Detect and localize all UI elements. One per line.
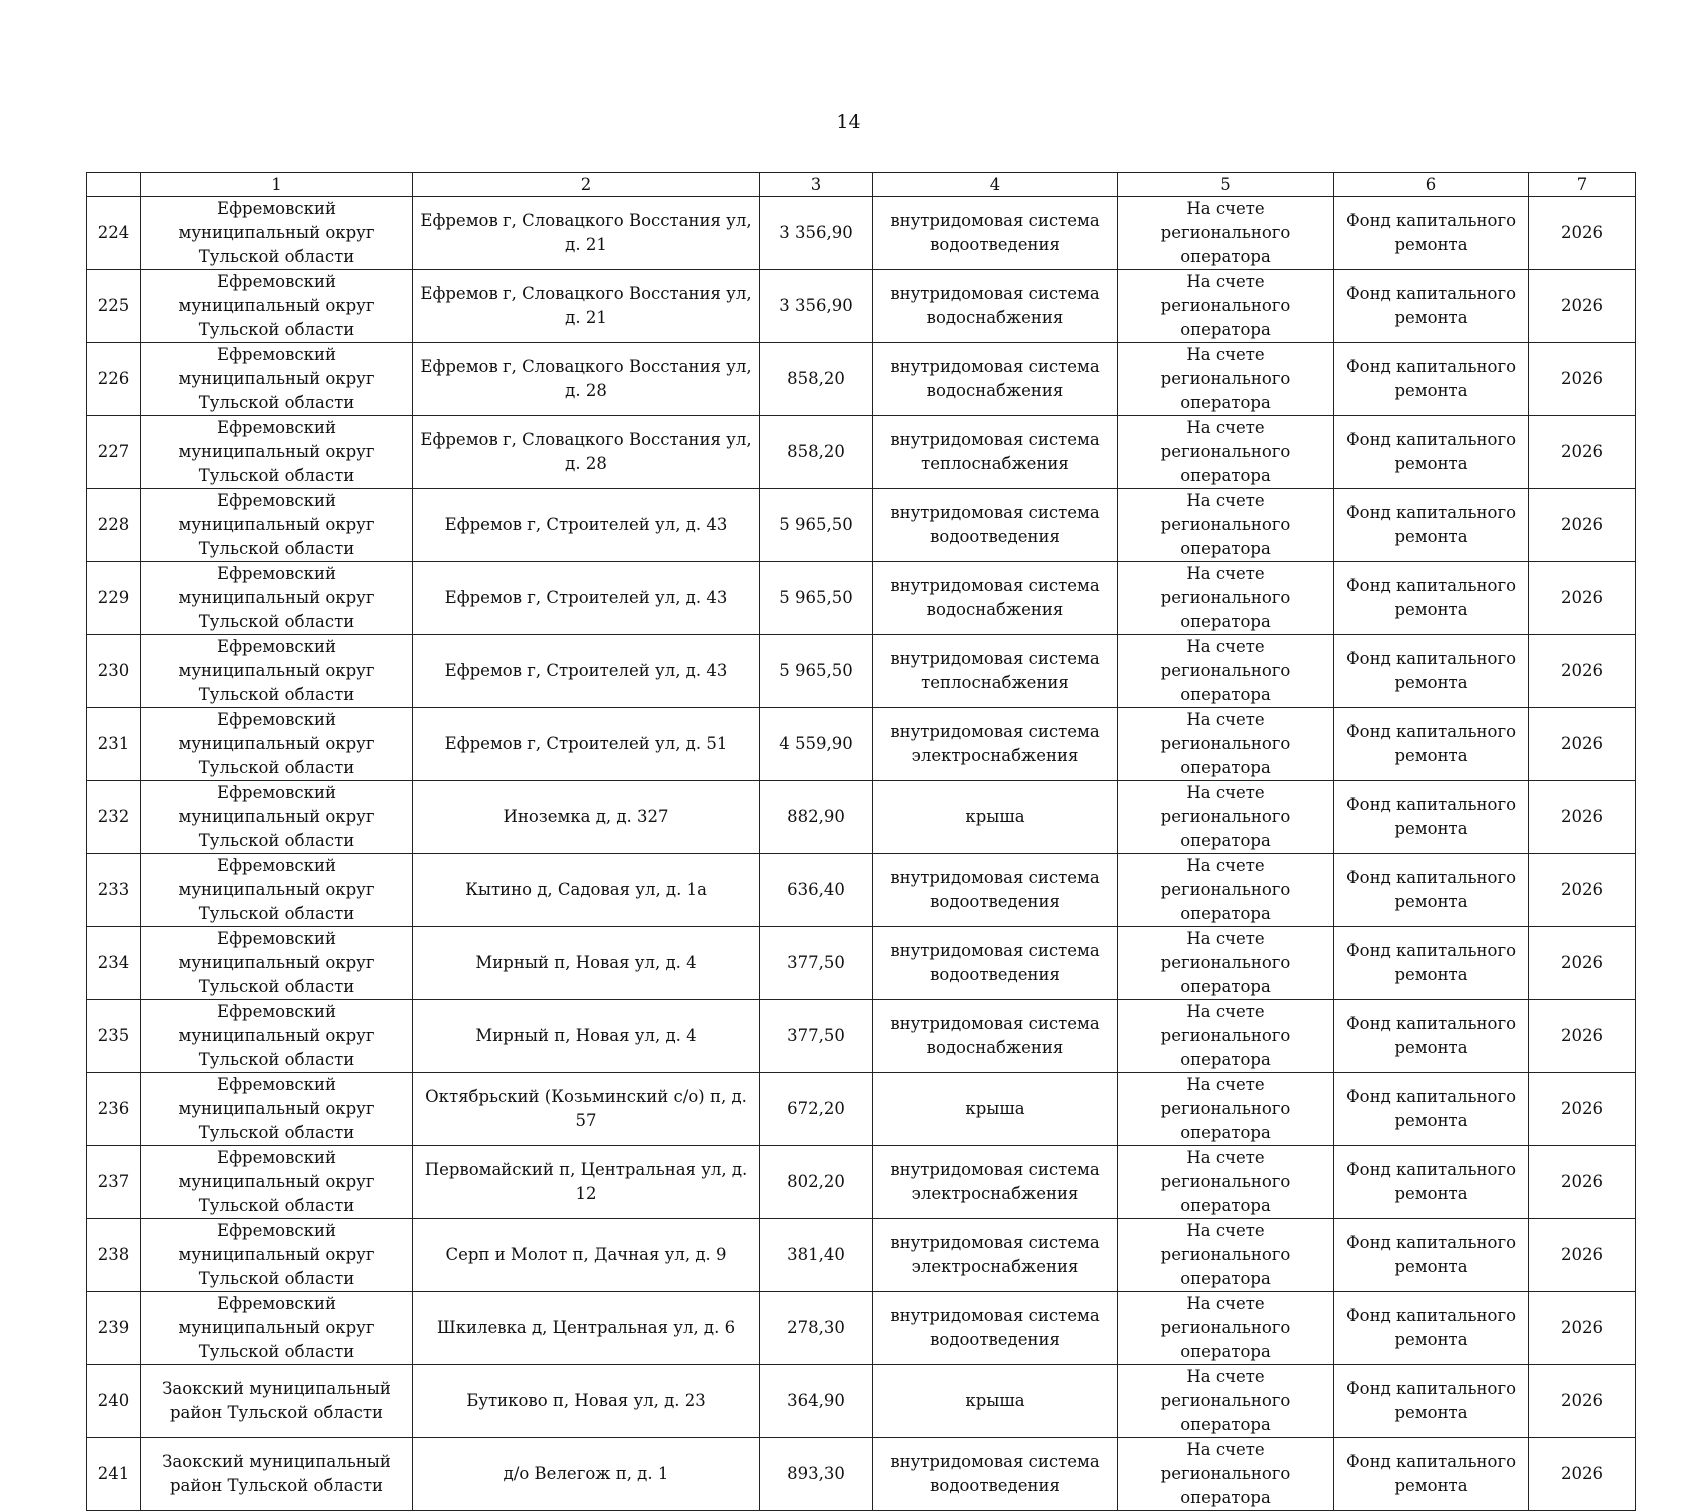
work-type-cell: внутридомовая система водоотведения (873, 197, 1118, 270)
address-cell: Ефремов г, Словацкого Восстания ул, д. 28 (413, 416, 760, 489)
work-type-cell: внутридомовая система водоотведения (873, 489, 1118, 562)
address-cell: Ефремов г, Словацкого Восстания ул, д. 21 (413, 270, 760, 343)
row-number-cell: 236 (87, 1073, 141, 1146)
address-cell: Ефремов г, Строителей ул, д. 51 (413, 708, 760, 781)
area-cell: 672,20 (760, 1073, 873, 1146)
work-type-cell: внутридомовая система водоотведения (873, 927, 1118, 1000)
address-cell: Бутиково п, Новая ул, д. 23 (413, 1365, 760, 1438)
header-cell: 2 (413, 173, 760, 197)
area-cell: 5 965,50 (760, 489, 873, 562)
table-row (87, 416, 1636, 489)
table-row (87, 781, 1636, 854)
address-cell: Ефремов г, Строителей ул, д. 43 (413, 635, 760, 708)
account-cell: На счете регионального оператора (1118, 635, 1334, 708)
account-cell: На счете регионального оператора (1118, 1365, 1334, 1438)
work-type-cell: крыша (873, 1365, 1118, 1438)
area-cell: 5 965,50 (760, 562, 873, 635)
header-cell (87, 173, 141, 197)
account-cell: На счете регионального оператора (1118, 1219, 1334, 1292)
capital-repair-table (86, 172, 1636, 1511)
funding-source-cell: Фонд капитального ремонта (1334, 927, 1529, 1000)
table-row (87, 343, 1636, 416)
row-number-cell: 231 (87, 708, 141, 781)
year-cell: 2026 (1529, 854, 1636, 927)
district-cell: Ефремовский муниципальный округ Тульской области (141, 781, 413, 854)
address-cell: Мирный п, Новая ул, д. 4 (413, 1000, 760, 1073)
funding-source-cell: Фонд капитального ремонта (1334, 197, 1529, 270)
year-cell: 2026 (1529, 1219, 1636, 1292)
account-cell: На счете регионального оператора (1118, 1000, 1334, 1073)
year-cell: 2026 (1529, 1365, 1636, 1438)
area-cell: 882,90 (760, 781, 873, 854)
work-type-cell: внутридомовая система водоотведения (873, 1292, 1118, 1365)
account-cell: На счете регионального оператора (1118, 1073, 1334, 1146)
header-cell: 3 (760, 173, 873, 197)
funding-source-cell: Фонд капитального ремонта (1334, 708, 1529, 781)
address-cell: Ефремов г, Словацкого Восстания ул, д. 28 (413, 343, 760, 416)
address-cell: Ефремов г, Словацкого Восстания ул, д. 21 (413, 197, 760, 270)
address-cell: Шкилевка д, Центральная ул, д. 6 (413, 1292, 760, 1365)
district-cell: Заокский муниципальный район Тульской области (141, 1438, 413, 1511)
row-number-cell: 229 (87, 562, 141, 635)
year-cell: 2026 (1529, 270, 1636, 343)
funding-source-cell: Фонд капитального ремонта (1334, 635, 1529, 708)
row-number-cell: 239 (87, 1292, 141, 1365)
address-cell: Мирный п, Новая ул, д. 4 (413, 927, 760, 1000)
district-cell: Ефремовский муниципальный округ Тульской области (141, 416, 413, 489)
work-type-cell: внутридомовая система водоотведения (873, 854, 1118, 927)
work-type-cell: крыша (873, 781, 1118, 854)
area-cell: 893,30 (760, 1438, 873, 1511)
funding-source-cell: Фонд капитального ремонта (1334, 270, 1529, 343)
area-cell: 858,20 (760, 343, 873, 416)
work-type-cell: внутридомовая система водоснабжения (873, 1000, 1118, 1073)
district-cell: Ефремовский муниципальный округ Тульской области (141, 1073, 413, 1146)
account-cell: На счете регионального оператора (1118, 197, 1334, 270)
row-number-cell: 238 (87, 1219, 141, 1292)
funding-source-cell: Фонд капитального ремонта (1334, 1365, 1529, 1438)
work-type-cell: внутридомовая система электроснабжения (873, 1146, 1118, 1219)
account-cell: На счете регионального оператора (1118, 489, 1334, 562)
work-type-cell: внутридомовая система водоотведения (873, 1438, 1118, 1511)
work-type-cell: внутридомовая система водоснабжения (873, 562, 1118, 635)
table-row (87, 708, 1636, 781)
year-cell: 2026 (1529, 927, 1636, 1000)
funding-source-cell: Фонд капитального ремонта (1334, 1292, 1529, 1365)
area-cell: 3 356,90 (760, 270, 873, 343)
area-cell: 636,40 (760, 854, 873, 927)
work-type-cell: внутридомовая система электроснабжения (873, 708, 1118, 781)
table-row (87, 854, 1636, 927)
funding-source-cell: Фонд капитального ремонта (1334, 781, 1529, 854)
area-cell: 278,30 (760, 1292, 873, 1365)
year-cell: 2026 (1529, 416, 1636, 489)
row-number-cell: 224 (87, 197, 141, 270)
table-row (87, 489, 1636, 562)
table-row (87, 1073, 1636, 1146)
district-cell: Ефремовский муниципальный округ Тульской области (141, 270, 413, 343)
year-cell: 2026 (1529, 635, 1636, 708)
area-cell: 377,50 (760, 927, 873, 1000)
year-cell: 2026 (1529, 1073, 1636, 1146)
account-cell: На счете регионального оператора (1118, 781, 1334, 854)
table-row (87, 1438, 1636, 1511)
row-number-cell: 225 (87, 270, 141, 343)
account-cell: На счете регионального оператора (1118, 927, 1334, 1000)
row-number-cell: 227 (87, 416, 141, 489)
district-cell: Ефремовский муниципальный округ Тульской области (141, 197, 413, 270)
year-cell: 2026 (1529, 343, 1636, 416)
district-cell: Ефремовский муниципальный округ Тульской области (141, 927, 413, 1000)
work-type-cell: крыша (873, 1073, 1118, 1146)
area-cell: 381,40 (760, 1219, 873, 1292)
table-row (87, 635, 1636, 708)
account-cell: На счете регионального оператора (1118, 1146, 1334, 1219)
funding-source-cell: Фонд капитального ремонта (1334, 562, 1529, 635)
address-cell: Октябрьский (Козьминский с/о) п, д. 57 (413, 1073, 760, 1146)
row-number-cell: 232 (87, 781, 141, 854)
account-cell: На счете регионального оператора (1118, 1438, 1334, 1511)
row-number-cell: 230 (87, 635, 141, 708)
work-type-cell: внутридомовая система водоснабжения (873, 343, 1118, 416)
area-cell: 377,50 (760, 1000, 873, 1073)
district-cell: Ефремовский муниципальный округ Тульской области (141, 635, 413, 708)
funding-source-cell: Фонд капитального ремонта (1334, 1219, 1529, 1292)
table-row (87, 1000, 1636, 1073)
row-number-cell: 241 (87, 1438, 141, 1511)
column-number-header-row (87, 173, 1636, 197)
year-cell: 2026 (1529, 1438, 1636, 1511)
row-number-cell: 237 (87, 1146, 141, 1219)
header-cell: 6 (1334, 173, 1529, 197)
account-cell: На счете регионального оператора (1118, 854, 1334, 927)
work-type-cell: внутридомовая система водоснабжения (873, 270, 1118, 343)
row-number-cell: 240 (87, 1365, 141, 1438)
address-cell: д/о Велегож п, д. 1 (413, 1438, 760, 1511)
area-cell: 3 356,90 (760, 197, 873, 270)
funding-source-cell: Фонд капитального ремонта (1334, 1073, 1529, 1146)
address-cell: Первомайский п, Центральная ул, д. 12 (413, 1146, 760, 1219)
funding-source-cell: Фонд капитального ремонта (1334, 1146, 1529, 1219)
funding-source-cell: Фонд капитального ремонта (1334, 416, 1529, 489)
row-number-cell: 233 (87, 854, 141, 927)
year-cell: 2026 (1529, 197, 1636, 270)
account-cell: На счете регионального оператора (1118, 270, 1334, 343)
table-row (87, 1365, 1636, 1438)
year-cell: 2026 (1529, 1146, 1636, 1219)
year-cell: 2026 (1529, 1000, 1636, 1073)
area-cell: 5 965,50 (760, 635, 873, 708)
funding-source-cell: Фонд капитального ремонта (1334, 854, 1529, 927)
district-cell: Ефремовский муниципальный округ Тульской области (141, 1146, 413, 1219)
address-cell: Кытино д, Садовая ул, д. 1а (413, 854, 760, 927)
address-cell: Иноземка д, д. 327 (413, 781, 760, 854)
table-row (87, 1292, 1636, 1365)
table-row (87, 270, 1636, 343)
row-number-cell: 234 (87, 927, 141, 1000)
work-type-cell: внутридомовая система теплоснабжения (873, 635, 1118, 708)
table-row (87, 1146, 1636, 1219)
account-cell: На счете регионального оператора (1118, 562, 1334, 635)
account-cell: На счете регионального оператора (1118, 708, 1334, 781)
area-cell: 802,20 (760, 1146, 873, 1219)
header-cell: 5 (1118, 173, 1334, 197)
year-cell: 2026 (1529, 489, 1636, 562)
year-cell: 2026 (1529, 562, 1636, 635)
year-cell: 2026 (1529, 781, 1636, 854)
account-cell: На счете регионального оператора (1118, 416, 1334, 489)
account-cell: На счете регионального оператора (1118, 343, 1334, 416)
district-cell: Ефремовский муниципальный округ Тульской области (141, 562, 413, 635)
area-cell: 364,90 (760, 1365, 873, 1438)
year-cell: 2026 (1529, 1292, 1636, 1365)
funding-source-cell: Фонд капитального ремонта (1334, 489, 1529, 562)
district-cell: Ефремовский муниципальный округ Тульской области (141, 1292, 413, 1365)
funding-source-cell: Фонд капитального ремонта (1334, 1438, 1529, 1511)
row-number-cell: 226 (87, 343, 141, 416)
table-row (87, 1219, 1636, 1292)
district-cell: Ефремовский муниципальный округ Тульской области (141, 343, 413, 416)
header-cell: 7 (1529, 173, 1636, 197)
header-cell: 4 (873, 173, 1118, 197)
district-cell: Ефремовский муниципальный округ Тульской области (141, 1219, 413, 1292)
district-cell: Ефремовский муниципальный округ Тульской области (141, 1000, 413, 1073)
funding-source-cell: Фонд капитального ремонта (1334, 1000, 1529, 1073)
area-cell: 4 559,90 (760, 708, 873, 781)
year-cell: 2026 (1529, 708, 1636, 781)
header-cell: 1 (141, 173, 413, 197)
table-row (87, 927, 1636, 1000)
district-cell: Ефремовский муниципальный округ Тульской области (141, 708, 413, 781)
row-number-cell: 235 (87, 1000, 141, 1073)
area-cell: 858,20 (760, 416, 873, 489)
address-cell: Ефремов г, Строителей ул, д. 43 (413, 562, 760, 635)
address-cell: Серп и Молот п, Дачная ул, д. 9 (413, 1219, 760, 1292)
funding-source-cell: Фонд капитального ремонта (1334, 343, 1529, 416)
account-cell: На счете регионального оператора (1118, 1292, 1334, 1365)
work-type-cell: внутридомовая система теплоснабжения (873, 416, 1118, 489)
address-cell: Ефремов г, Строителей ул, д. 43 (413, 489, 760, 562)
district-cell: Заокский муниципальный район Тульской области (141, 1365, 413, 1438)
row-number-cell: 228 (87, 489, 141, 562)
table-row (87, 562, 1636, 635)
district-cell: Ефремовский муниципальный округ Тульской области (141, 854, 413, 927)
table-row (87, 197, 1636, 270)
work-type-cell: внутридомовая система электроснабжения (873, 1219, 1118, 1292)
page-number: 14 (836, 111, 861, 133)
district-cell: Ефремовский муниципальный округ Тульской области (141, 489, 413, 562)
